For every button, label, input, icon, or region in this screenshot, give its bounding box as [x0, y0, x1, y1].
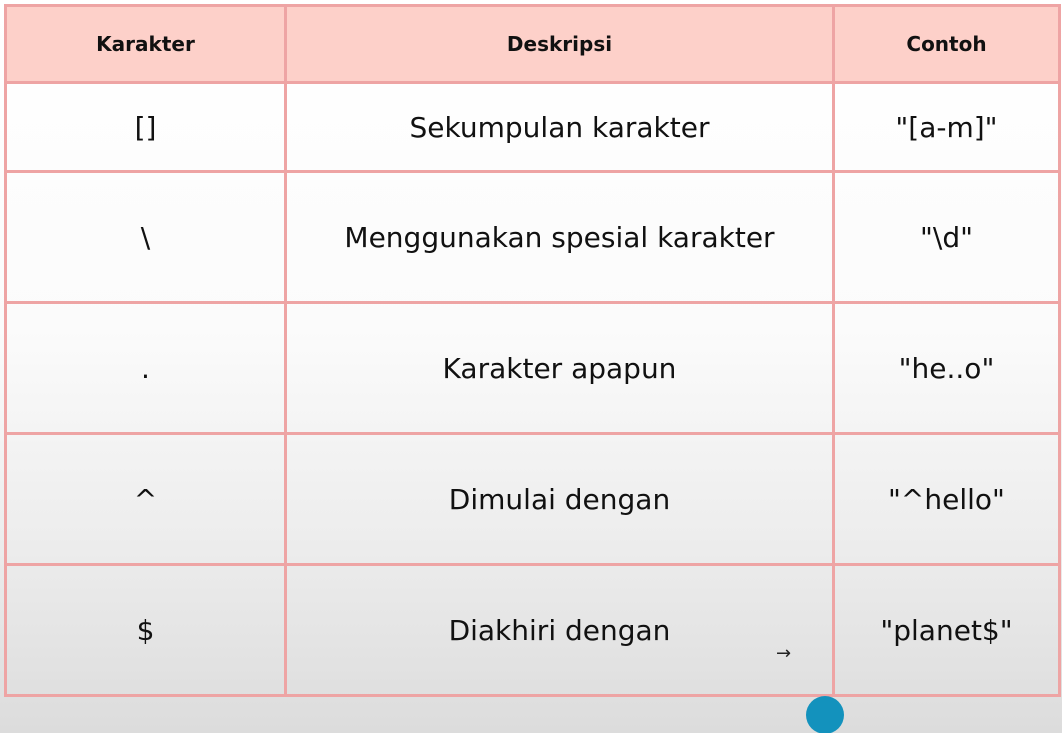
arrow-right-icon: → — [776, 643, 792, 664]
header-deskripsi: Deskripsi — [286, 6, 834, 83]
table-row — [6, 565, 1060, 696]
cell-contoh: "he..o" — [834, 303, 1060, 434]
header-karakter: Karakter — [6, 6, 286, 83]
cell-deskripsi: Menggunakan spesial karakter — [286, 172, 834, 303]
cell-contoh: "planet$" — [834, 565, 1060, 696]
table-row — [6, 434, 1060, 565]
cell-deskripsi: Sekumpulan karakter — [286, 83, 834, 172]
cell-karakter: $ — [6, 565, 286, 696]
table-row — [6, 172, 1060, 303]
cell-contoh: "^hello" — [834, 434, 1060, 565]
regex-table — [4, 4, 1061, 697]
cell-karakter: ^ — [6, 434, 286, 565]
cell-karakter: [] — [6, 83, 286, 172]
header-contoh: Contoh — [834, 6, 1060, 83]
table-header-row — [6, 6, 1060, 83]
cursor-marker-icon — [806, 696, 844, 733]
cell-deskripsi: Dimulai dengan — [286, 434, 834, 565]
cell-contoh: "[a-m]" — [834, 83, 1060, 172]
cell-deskripsi: Diakhiri dengan — [286, 565, 834, 696]
cell-contoh: "\d" — [834, 172, 1060, 303]
cell-karakter: \ — [6, 172, 286, 303]
table-row — [6, 303, 1060, 434]
table-row — [6, 83, 1060, 172]
cell-deskripsi: Karakter apapun — [286, 303, 834, 434]
cell-karakter: . — [6, 303, 286, 434]
